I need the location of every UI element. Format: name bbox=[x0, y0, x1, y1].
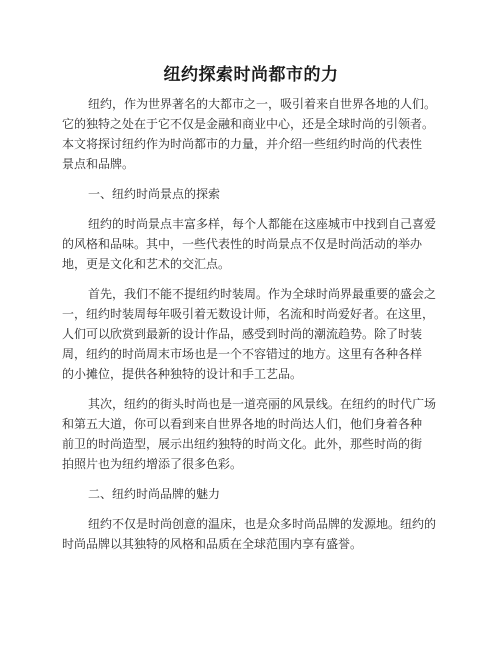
paragraph-line: 前卫的时尚造型，展示出纽约独特的时尚文化。此外，那些时尚的街 bbox=[62, 437, 423, 451]
paragraph-line: 景点和品牌。 bbox=[62, 157, 135, 171]
paragraph-line: 首先，我们不能不提纽约时装周。作为全球时尚界最重要的盛会之 bbox=[88, 287, 437, 301]
paragraph-line: 人们可以欣赏到最新的设计作品，感受到时尚的潮流趋势。除了时装 bbox=[62, 327, 423, 341]
paragraph-line: 时尚品牌以其独特的风格和品质在全球范围内享有盛誉。 bbox=[62, 537, 363, 551]
paragraph-line: 的风格和品味。其中，一些代表性的时尚景点不仅是时尚活动的举办 bbox=[62, 237, 423, 251]
document-title: 纽约探索时尚都市的力 bbox=[163, 65, 339, 85]
paragraph-line: 本文将探讨纽约作为时尚都市的力量，并介绍一些纽约时尚的代表性 bbox=[62, 137, 423, 151]
paragraph-line: 地，更是文化和艺术的交汇点。 bbox=[62, 257, 231, 271]
paragraph-line: 和第五大道，你可以看到来自世界各地的时尚达人们，他们身着各种 bbox=[62, 417, 423, 431]
section-heading: 一、纽约时尚景点的探索 bbox=[88, 187, 221, 201]
paragraph-line: 拍照片也为纽约增添了很多色彩。 bbox=[62, 457, 243, 471]
paragraph-line: 一，纽约时装周每年吸引着无数设计师，名流和时尚爱好者。在这里， bbox=[62, 307, 435, 321]
paragraph-line: 其次，纽约的街头时尚也是一道亮丽的风景线。在纽约的时代广场 bbox=[88, 397, 437, 411]
paragraph-line: 它的独特之处在于它不仅是金融和商业中心，还是全球时尚的引领者。 bbox=[62, 117, 435, 131]
paragraph-line: 纽约，作为世界著名的大都市之一，吸引着来自世界各地的人们。 bbox=[88, 97, 437, 111]
paragraph-line: 的小摊位，提供各种独特的设计和手工艺品。 bbox=[62, 367, 303, 381]
paragraph-line: 纽约不仅是时尚创意的温床，也是众多时尚品牌的发源地。纽约的 bbox=[88, 517, 437, 531]
paragraph-line: 纽约的时尚景点丰富多样，每个人都能在这座城市中找到自己喜爱 bbox=[88, 217, 437, 231]
section-heading: 二、纽约时尚品牌的魅力 bbox=[88, 487, 221, 501]
paragraph-line: 周，纽约的时尚周末市场也是一个不容错过的地方。这里有各种各样 bbox=[62, 347, 423, 361]
